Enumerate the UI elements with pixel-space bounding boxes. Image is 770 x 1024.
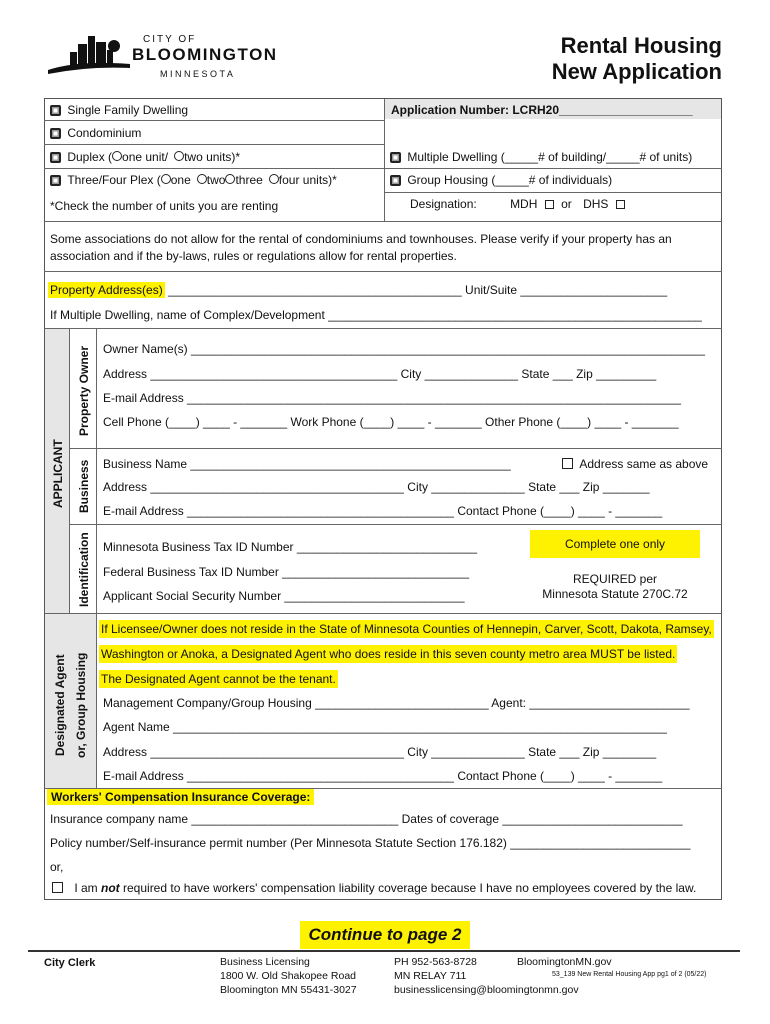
workers-comp-or: or,	[50, 860, 64, 874]
complete-one-badge: Complete one only	[530, 530, 700, 558]
management-company-field[interactable]: Management Company/Group Housing __________________________ Agent: ________________________	[103, 696, 690, 710]
footer-form-id: 53_139 New Rental Housing App pg1 of 2 (05/22)	[552, 971, 707, 978]
insurance-company-field[interactable]: Insurance company name _______________________________ Dates of coverage ___________________________	[50, 812, 683, 826]
business-name-field[interactable]: Business Name ________________________________________________	[103, 457, 511, 471]
dhs-checkbox[interactable]	[616, 200, 625, 209]
logo-name: BLOOMINGTON	[132, 45, 278, 64]
owner-phones-field[interactable]: Cell Phone (____) ____ - _______ Work Phone (____) ____ - _______ Other Phone (____) ____ - _______	[103, 415, 679, 429]
fourplex-three-label: three	[235, 173, 263, 187]
footer-website[interactable]: BloomingtonMN.gov	[517, 956, 612, 968]
agent-side-label2: or, Group Housing	[74, 652, 88, 758]
units-note: *Check the number of units you are renting	[50, 199, 279, 213]
property-owner-label: Property Owner	[77, 345, 91, 436]
logo-state: MINNESOTA	[160, 69, 236, 79]
exempt-not: not	[101, 881, 120, 895]
fourplex-two-radio[interactable]	[197, 174, 207, 184]
fourplex-checkbox[interactable]	[50, 175, 61, 186]
workers-comp-exempt-checkbox[interactable]	[52, 882, 63, 893]
property-address-field[interactable]: ____________________________________________ Unit/Suite ______________________	[164, 283, 668, 297]
mdh-checkbox[interactable]	[545, 200, 554, 209]
continue-to-page-2: Continue to page 2	[300, 921, 470, 949]
agent-warning-line3: The Designated Agent cannot be the tenant.	[101, 672, 336, 686]
required-line1: REQUIRED per	[572, 572, 658, 586]
required-line2: Minnesota Statute 270C.72	[542, 587, 688, 601]
footer-clerk: City Clerk	[44, 957, 96, 969]
footer-relay: MN RELAY 711	[394, 970, 467, 982]
workers-comp-exempt-row	[52, 881, 696, 895]
dhs-label: DHS	[583, 197, 609, 211]
group-housing-label: Group Housing (_____# of individuals)	[407, 173, 613, 187]
fourplex-four-label: four units)*	[278, 173, 337, 187]
page-title-line2: New Application	[551, 59, 722, 84]
duplex-prefix: Duplex (	[67, 150, 113, 164]
multiple-dwelling-checkbox[interactable]	[390, 152, 401, 163]
single-family-label: Single Family Dwelling	[67, 103, 189, 117]
fourplex-two-label: two	[206, 173, 226, 187]
footer-city: Bloomington MN 55431-3027	[220, 984, 357, 996]
single-family-checkbox[interactable]	[50, 105, 61, 116]
identification-label: Identification	[77, 532, 91, 607]
dwelling-single-row	[50, 103, 188, 117]
property-address-row	[48, 283, 667, 297]
agent-address-field[interactable]: Address ______________________________________ City ______________ State ___ Zip ________	[103, 745, 657, 759]
address-same-label: Address same as above	[579, 457, 709, 471]
group-housing-row	[390, 173, 612, 187]
application-number: Application Number: LCRH20____________________	[391, 103, 693, 117]
designation-or: or	[561, 197, 572, 211]
address-same-row	[562, 457, 708, 471]
duplex-checkbox[interactable]	[50, 152, 61, 163]
exempt-pre: I am	[74, 881, 102, 895]
property-address-label: Property Address(es)	[50, 283, 163, 297]
applicant-section-label: APPLICANT	[51, 439, 65, 508]
multiple-dwelling-label: Multiple Dwelling (_____# of building/_____# of units)	[407, 150, 693, 164]
group-housing-checkbox[interactable]	[390, 175, 401, 186]
footer-street: 1800 W. Old Shakopee Road	[220, 970, 357, 982]
city-logo	[48, 28, 278, 86]
dwelling-condo-row	[50, 126, 141, 140]
footer-dept: Business Licensing	[220, 956, 310, 968]
federal-tax-id-field[interactable]: Federal Business Tax ID Number ____________________________	[103, 565, 470, 579]
fourplex-one-label: one	[170, 173, 191, 187]
condominium-label: Condominium	[67, 126, 142, 140]
complex-name-field[interactable]: If Multiple Dwelling, name of Complex/Development ________________________________________________________	[50, 308, 702, 322]
logo-city-of: CITY OF	[143, 34, 197, 45]
designation-row	[410, 197, 625, 211]
agent-email-field[interactable]: E-mail Address ________________________________________ Contact Phone (____) ____ - _______	[103, 769, 663, 783]
multiple-dwelling-row	[390, 150, 692, 164]
agent-warning-line2: Washington or Anoka, a Designated Agent who does reside in this seven county metro area MUST be listed.	[101, 647, 676, 661]
fourplex-four-radio[interactable]	[269, 174, 279, 184]
agent-side-label1: Designated Agent	[53, 654, 67, 756]
dwelling-fourplex-row	[50, 173, 337, 187]
business-label: Business	[77, 459, 91, 513]
owner-names-field[interactable]: Owner Name(s) _____________________________________________________________________________	[103, 342, 705, 356]
duplex-one-radio[interactable]	[112, 151, 122, 161]
owner-email-field[interactable]: E-mail Address __________________________________________________________________________	[103, 391, 681, 405]
business-email-field[interactable]: E-mail Address ________________________________________ Contact Phone (____) ____ - _______	[103, 504, 663, 518]
fourplex-three-radio[interactable]	[225, 174, 235, 184]
policy-number-field[interactable]: Policy number/Self-insurance permit number (Per Minnesota Statute Section 176.182) ___________________________	[50, 836, 691, 850]
mn-tax-id-field[interactable]: Minnesota Business Tax ID Number ___________________________	[103, 540, 478, 554]
duplex-two-label: two units)*	[184, 150, 241, 164]
fourplex-one-radio[interactable]	[161, 174, 171, 184]
duplex-two-radio[interactable]	[174, 151, 184, 161]
designation-label: Designation:	[410, 197, 477, 211]
footer-email[interactable]: businesslicensing@bloomingtonmn.gov	[394, 984, 579, 996]
agent-warning-line1: If Licensee/Owner does not reside in the State of Minnesota Counties of Hennepin, Carver, Scott, Dakota, Ramsey,	[101, 622, 712, 636]
workers-comp-heading: Workers' Compensation Insurance Coverage:	[47, 789, 314, 805]
notice-line2: association and if the by-laws, rules or regulations allow for rental properties.	[50, 249, 457, 263]
duplex-one-label: one unit/	[122, 150, 169, 164]
mdh-label: MDH	[510, 197, 538, 211]
dwelling-duplex-row	[50, 150, 240, 164]
address-same-checkbox[interactable]	[562, 458, 573, 469]
agent-name-field[interactable]: Agent Name __________________________________________________________________________	[103, 720, 667, 734]
exempt-post: required to have workers' compensation liability coverage because I have no employees covered by the law.	[119, 881, 697, 895]
business-address-field[interactable]: Address ______________________________________ City ______________ State ___ Zip _______	[103, 480, 650, 494]
owner-address-field[interactable]: Address _____________________________________ City ______________ State ___ Zip _________	[103, 367, 657, 381]
ssn-field[interactable]: Applicant Social Security Number ___________________________	[103, 589, 465, 603]
condominium-checkbox[interactable]	[50, 128, 61, 139]
footer-phone: PH 952-563-8728	[394, 956, 477, 968]
city-skyline-icon	[48, 30, 130, 76]
fourplex-prefix: Three/Four Plex (	[67, 173, 161, 187]
notice-line1: Some associations do not allow for the rental of condominiums and townhouses. Please verify if your property has an	[50, 232, 672, 246]
page-title-line1: Rental Housing	[560, 33, 722, 58]
